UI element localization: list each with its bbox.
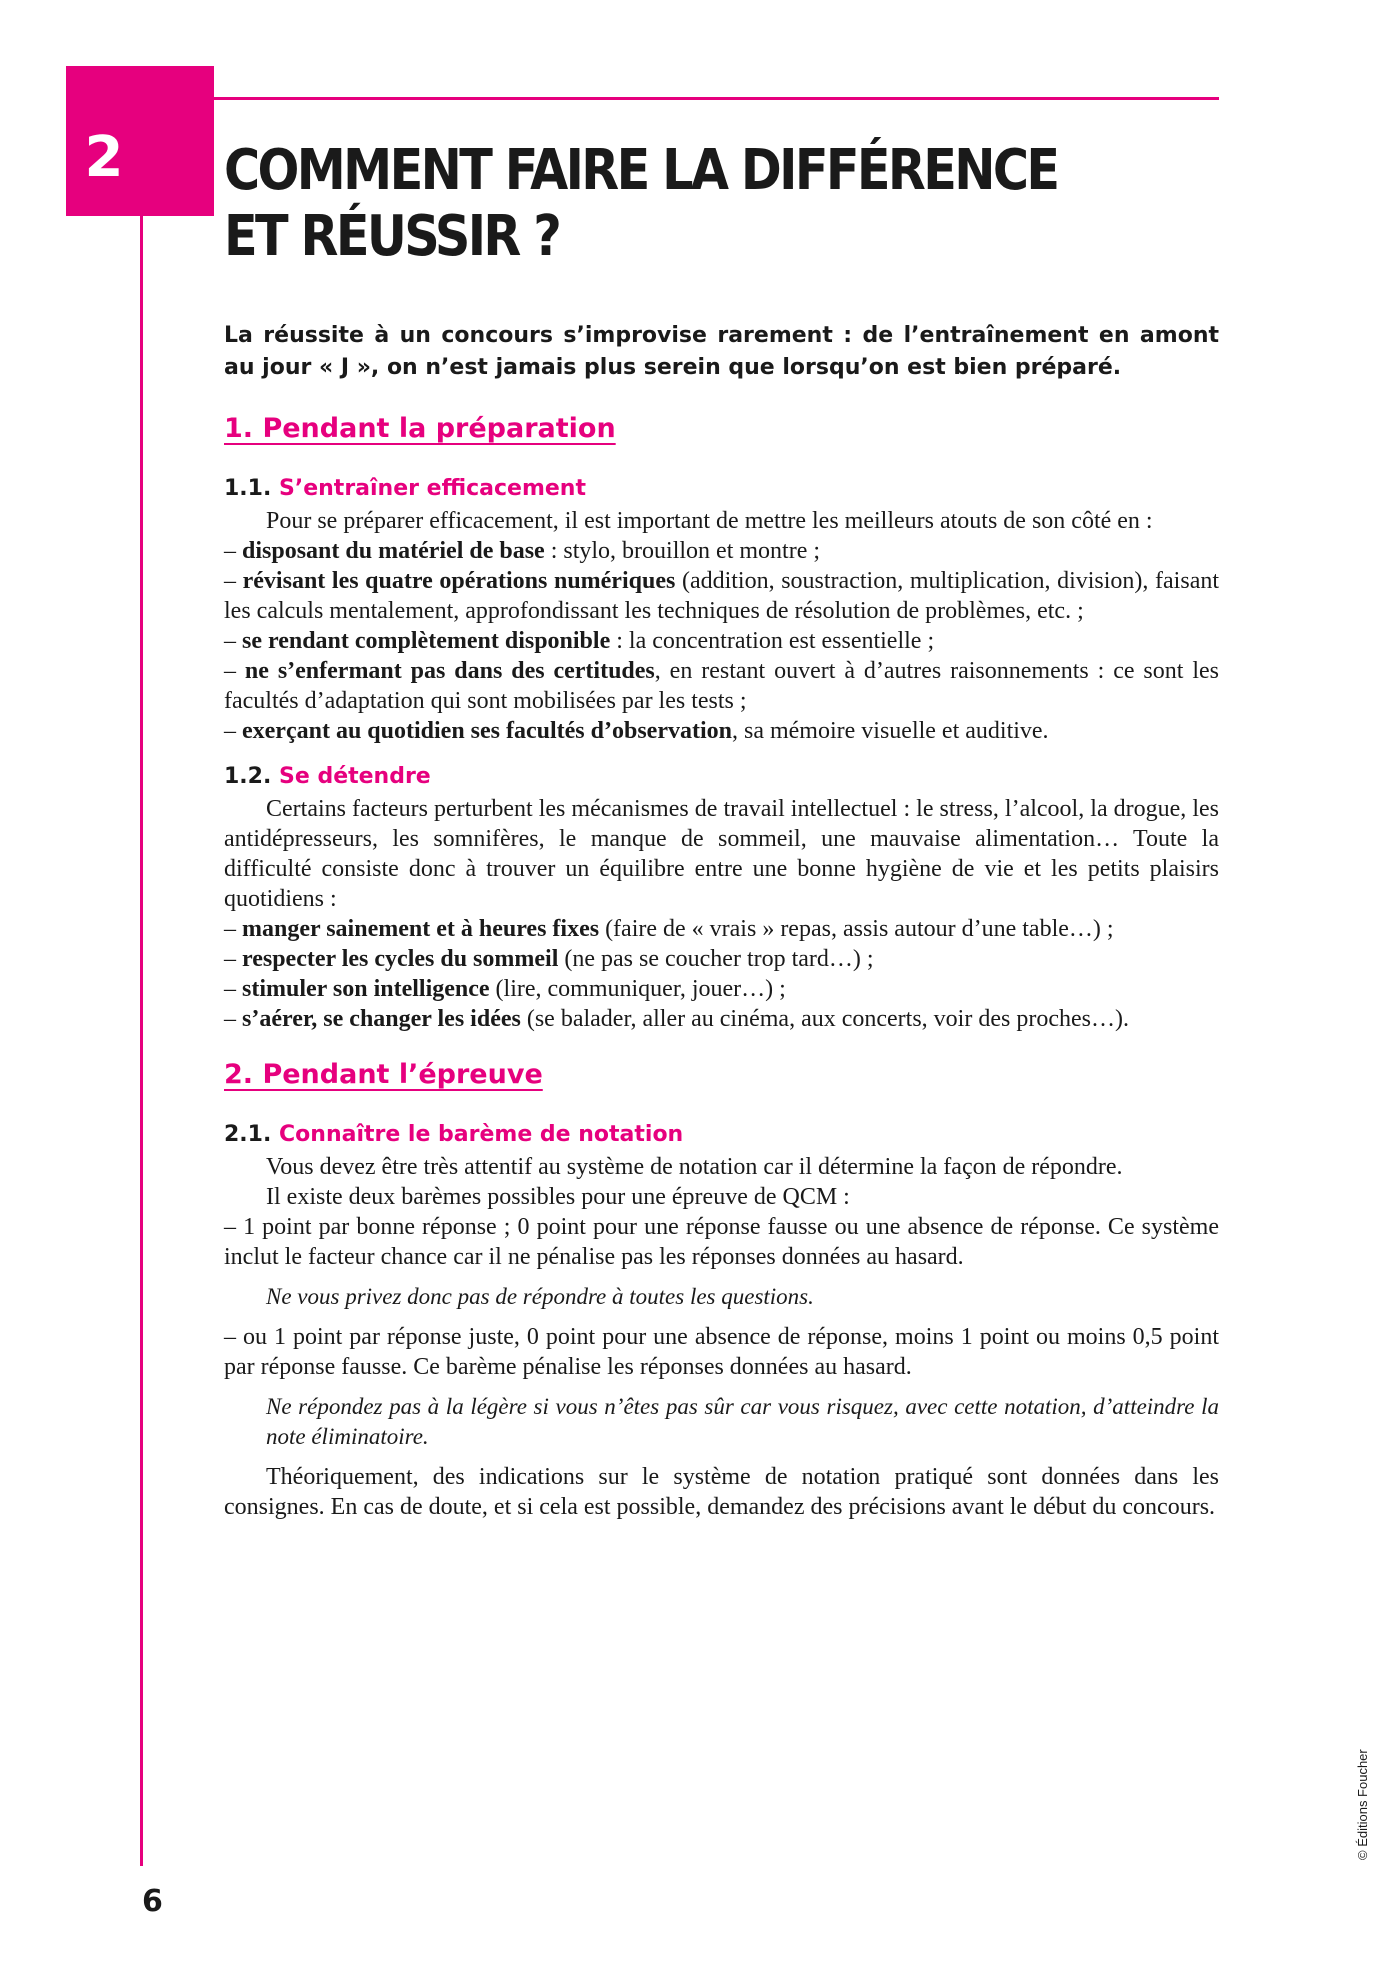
list-item: – ne s’enfermant pas dans des certitudes, en restant ouvert à d’autres raisonnements : ce sont les facultés d’adaptation qui sont mobilisées par les tests ; — [224, 658, 1219, 714]
paragraph: Pour se préparer efficacement, il est important de mettre les meilleurs atouts de son côté en : — [266, 508, 1153, 534]
list-item: – respecter les cycles du sommeil (ne pas se coucher trop tard…) ; — [224, 946, 874, 972]
subsection-1-1-heading: 1.1. S’entraîner efficacement — [224, 476, 586, 501]
copyright-notice: © Éditions Foucher — [1355, 1749, 1370, 1860]
list-item: – disposant du matériel de base : stylo, brouillon et montre ; — [224, 538, 821, 564]
page-title — [224, 138, 1104, 270]
list-item: – manger sainement et à heures fixes (faire de « vrais » repas, assis autour d’une table…) ; — [224, 916, 1114, 942]
subsection-1-2-heading: 1.2. Se détendre — [224, 764, 431, 789]
intro-paragraph: La réussite à un concours s’improvise rarement : de l’entraînement en amont au jour « J », on n’est jamais plus serein que lorsqu’on est bien préparé. — [224, 323, 1219, 380]
list-item: – révisant les quatre opérations numériques (addition, soustraction, multiplication, division), faisant les calculs mentalement, approfondissant les techniques de résolution de problèmes, etc. ; — [224, 568, 1220, 624]
italic-note: Ne vous privez donc pas de répondre à toutes les questions. — [266, 1284, 814, 1309]
italic-note: Ne répondez pas à la légère si vous n’êtes pas sûr car vous risquez, avec cette notation, d’atteindre la note éliminatoire. — [266, 1394, 1219, 1449]
main-content — [224, 320, 1219, 1522]
title-line-2: ET RÉUSSIR ? — [224, 204, 560, 269]
header-rule — [214, 97, 1219, 100]
paragraph: Certains facteurs perturbent les mécanismes de travail intellectuel : le stress, l’alcool, la drogue, les antidépresseurs, les somnifères, le manque de sommeil, une mauvaise alimentation… Toute la difficulté consiste donc à trouver un équilibre entre une bonne hygiène de vie et les petits plaisirs quotidiens : — [224, 796, 1219, 912]
list-item: – exerçant au quotidien ses facultés d’observation, sa mémoire visuelle et auditive. — [224, 718, 1049, 744]
chapter-number: 2 — [84, 125, 124, 190]
list-item: – 1 point par bonne réponse ; 0 point pour une réponse fausse ou une absence de réponse. Ce système inclut le facteur chance car il ne pénalise pas les réponses données au hasard. — [224, 1214, 1219, 1270]
list-item: – ou 1 point par réponse juste, 0 point pour une absence de réponse, moins 1 point ou moins 0,5 point par réponse fausse. Ce barème pénalise les réponses données au hasard. — [224, 1324, 1219, 1380]
subsection-2-1-heading: 2.1. Connaître le barème de notation — [224, 1122, 684, 1147]
title-line-1: COMMENT FAIRE LA DIFFÉRENCE — [224, 138, 1058, 203]
list-item: – s’aérer, se changer les idées (se balader, aller au cinéma, aux concerts, voir des proches…). — [224, 1006, 1129, 1032]
section-2-heading: 2. Pendant l’épreuve — [224, 1059, 543, 1090]
page-number: 6 — [142, 1884, 163, 1919]
section-1-heading: 1. Pendant la préparation — [224, 413, 616, 444]
paragraph: Vous devez être très attentif au système de notation car il détermine la façon de répondre. — [266, 1154, 1123, 1180]
margin-rule — [140, 216, 143, 1866]
list-item: – se rendant complètement disponible : la concentration est essentielle ; — [224, 628, 935, 654]
list-item: – stimuler son intelligence (lire, communiquer, jouer…) ; — [224, 976, 786, 1002]
paragraph: Théoriquement, des indications sur le système de notation pratiqué sont données dans les consignes. En cas de doute, et si cela est possible, demandez des précisions avant le début du concours. — [224, 1464, 1219, 1520]
paragraph: Il existe deux barèmes possibles pour une épreuve de QCM : — [266, 1184, 850, 1210]
